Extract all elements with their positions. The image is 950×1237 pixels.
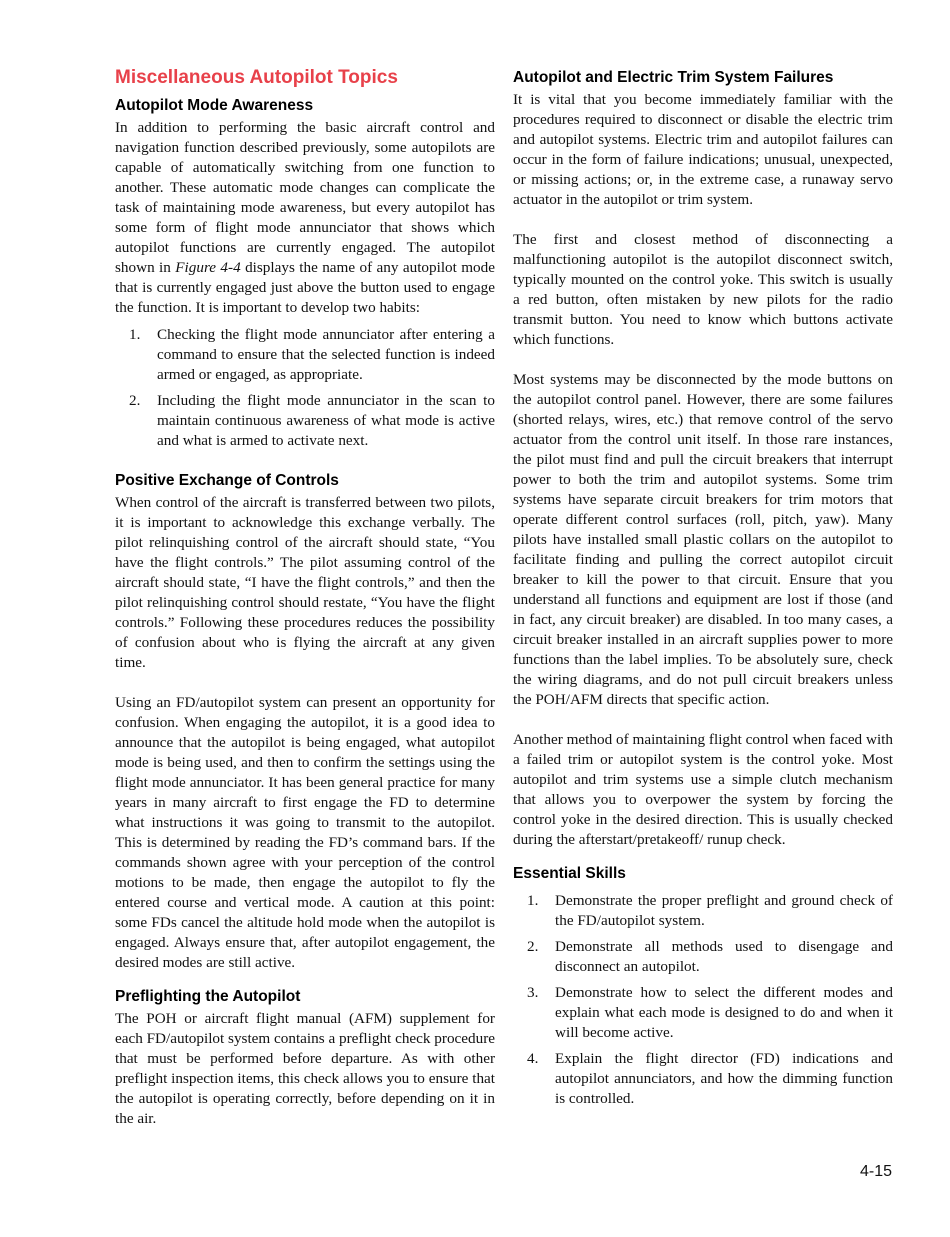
figure-reference: Figure 4-4 xyxy=(175,259,241,276)
heading-preflighting: Preflighting the Autopilot xyxy=(115,988,301,1005)
list-item: 3. Demonstrate how to select the different modes and explain what each mode is designed to do and when it will become active. xyxy=(527,984,893,1041)
list-item: 2. Demonstrate all methods used to disengage and disconnect an autopilot. xyxy=(527,938,893,975)
left-column xyxy=(115,66,495,1129)
exchange-paragraph-1: When control of the aircraft is transferred between two pilots, it is important to acknowledge this exchange verbally. The pilot relinquishing control of the aircraft should state, “You have the flight controls.” The pilot assuming control of the aircraft should state, “I have the flight controls,” and then the pilot relinquishing control should restate, “You have the flight controls.” Following these procedures reduces the possibility of confusion about who is flying the aircraft at any given time. xyxy=(115,494,495,671)
page-number: 4-15 xyxy=(859,1163,892,1180)
preflight-paragraph: The POH or aircraft flight manual (AFM) supplement for each FD/autopilot system contains a preflight check procedure that must be performed before departure. As with other preflight inspection items, this check allows you to ensure that the autopilot is operating correctly, before depending on it in the air. xyxy=(115,1010,495,1127)
failures-paragraph-2: The first and closest method of disconnecting a malfunctioning autopilot is the autopilot disconnect switch, typically mounted on the control yoke. This switch is usually a red button, often mistaken by new pilots for the radio transmit button. You need to know which buttons activate which functions. xyxy=(513,231,893,348)
failures-paragraph-1: It is vital that you become immediately familiar with the procedures required to disconnect or disable the electric trim and autopilot systems. Electric trim and autopilot failures can occur in the form of failure indications; unusual, unexpected, or missing actions; or, in the extreme case, a runaway servo actuator in the autopilot or trim system. xyxy=(513,91,893,208)
list-item: 1. Checking the flight mode annunciator after entering a command to ensure that the selected function is indeed armed or engaged, as appropriate. xyxy=(129,326,495,383)
skills-list xyxy=(513,891,893,1109)
list-item: 1. Demonstrate the proper preflight and ground check of the FD/autopilot system. xyxy=(527,892,893,929)
habits-list xyxy=(115,325,495,451)
heading-exchange-of-controls: Positive Exchange of Controls xyxy=(115,472,339,489)
heading-system-failures: Autopilot and Electric Trim System Failures xyxy=(513,69,834,86)
list-item: 2. Including the flight mode annunciator in the scan to maintain continuous awareness of what mode is active and what is armed to activate next. xyxy=(129,392,495,449)
heading-essential-skills: Essential Skills xyxy=(513,865,626,882)
list-item: 4. Explain the flight director (FD) indications and autopilot annunciators, and how the dimming function is controlled. xyxy=(527,1050,893,1107)
mode-awareness-paragraph: In addition to performing the basic aircraft control and navigation function described previously, some autopilots are capable of automatically switching from one function to another. These automatic mode changes can complicate the task of maintaining mode awareness, but every autopilot has some form of flight mode annunciator that shows which autopilot functions are currently engaged. The autopilot shown in Figure 4-4 displays the name of any autopilot mode that is currently engaged just above the button used to engage the function. It is important to develop two habits: xyxy=(115,119,495,316)
right-column xyxy=(513,66,893,1115)
exchange-paragraph-2: Using an FD/autopilot system can present an opportunity for confusion. When engaging the autopilot, it is a good idea to announce that the autopilot is being engaged, what autopilot mode is being used, and then to confirm the settings using the flight mode annunciator. It has been general practice for many years in many aircraft to first engage the FD to determine what instructions it was going to transmit to the autopilot. This is determined by reading the FD’s command bars. If the commands shown agree with your perception of the control motions to be made, then engage the autopilot to fly the entered course and vertical mode. A caution at this point: some FDs cancel the altitude hold mode when the autopilot is engaged. Always ensure that, after autopilot engagement, the desired modes are still active. xyxy=(115,694,495,971)
section-title: Miscellaneous Autopilot Topics xyxy=(115,67,398,88)
failures-paragraph-3: Most systems may be disconnected by the mode buttons on the autopilot control panel. However, there are some failures (shorted relays, wires, etc.) that remove control of the servo actuator from the control unit itself. In those rare instances, the pilot must find and pull the circuit breakers that interrupt power to both the trim and autopilot systems. Some trim systems have separate circuit breakers for trim motors that operate different control surfaces (roll, pitch, yaw). Many pilots have installed small plastic collars on the autopilot to facilitate finding and pulling the correct autopilot circuit breaker to kill the power to that circuit. Ensure that you understand all functions and equipment are lost if those (and in fact, any circuit breaker) are disabled. In too many cases, a circuit breaker installed in an aircraft supplies power to more functions than the label implies. To be absolutely sure, check the wiring diagrams, and do not pull circuit breakers unless the POH/AFM directs that specific action. xyxy=(513,371,893,708)
heading-mode-awareness: Autopilot Mode Awareness xyxy=(115,97,314,114)
failures-paragraph-4: Another method of maintaining flight control when faced with a failed trim or autopilot system is the control yoke. Most autopilot and trim systems use a simple clutch mechanism that allows you to overpower the system by forcing the control yoke in the desired direction. This is usually checked during the afterstart/pretakeoff/ runup check. xyxy=(513,731,893,848)
